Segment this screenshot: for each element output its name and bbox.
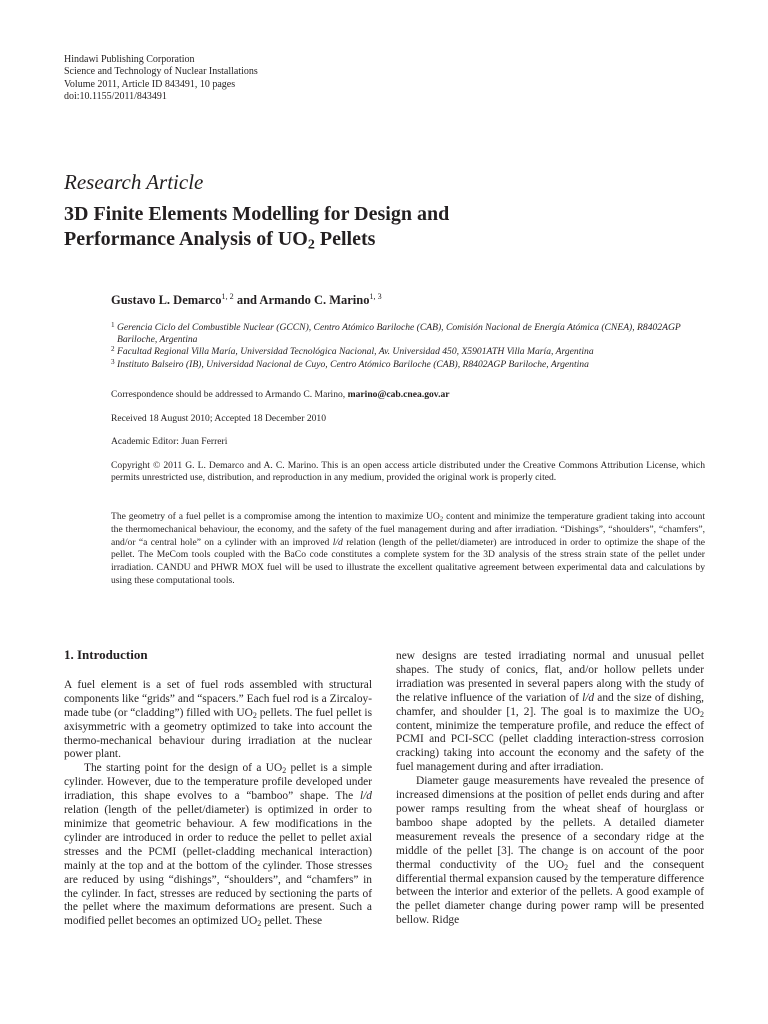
doi: doi:10.1155/2011/843491 — [64, 91, 167, 103]
affiliations — [111, 322, 711, 371]
affiliation-1: 1 Gerencia Ciclo del Combustible Nuclear (GCCN), Centro Atómico Bariloche (CAB), Comisión Nacional de Energía Atómica (CNEA), R8402AGP Bariloche, Argentina — [111, 321, 681, 346]
section-heading: 1. Introduction — [64, 647, 148, 662]
affiliation-3: 3 Instituto Balseiro (IB), Universidad Nacional de Cuyo, Centro Atómico Bariloche (CAB), R8402AGP Bariloche, Argentina — [111, 357, 589, 370]
author-1: Gustavo L. Demarco — [111, 293, 222, 308]
author-2: Armando C. Marino — [259, 293, 370, 308]
correspondence: Correspondence should be addressed to Armando C. Marino, marino@cab.cnea.gov.ar — [111, 389, 450, 400]
intro-paragraph-4: Diameter gauge measurements have revealed the presence of increased dimensions at the position of pellet ends during and after power ramps resulting from the wheat sheaf of hourglass or bamboo shape adopted by the pellets. A detailed diameter measurement reveals the presence of a secondary ridge at the middle of the pellet [3]. The change is on account of the poor thermal conductivity of the $UO_2$ fuel and the consequent differential thermal expansion caused by the temperature difference between the interior and exterior of the pellets. A good example of the pellet diameter change during power ramp will be presented bellow. Ridge — [396, 775, 705, 927]
correspondence-email[interactable]: marino@cab.cnea.gov.ar — [347, 389, 450, 400]
intro-paragraph-1: A fuel element is a set of fuel rods assembled with structural components like “grids” and “spacers.” Each fuel rod is a Zircaloy-made tube (or “cladding”) filled with $UO_2$ pellets. The fuel pellet is axisymmetric with a geometry optimized to take into account the thermo-mechanical behaviour during irradiation at the nuclear power plant. — [64, 678, 372, 761]
intro-paragraph-3: new designs are tested irradiating normal and unusual pellet shapes. The study of conics, flat, and/or hollow pellets under irradiation was presented in several papers along with the study of the relative influence of the variation of l/d and the size of dishing, chamfer, and shoulder [1, 2]. The goal is to maximize the $UO_2$ content, minimize the temperature profile, and reduce the effect of PCMI and PCI-SCC (pellet cladding interaction-stress corrosion cracking) taking into account the economy and the safety of the fuel management during and after irradiation. — [396, 650, 704, 774]
authors: Gustavo L. Demarco$^{1, 2}$ and Armando C. Marino$^{1, 3}$ — [111, 292, 382, 308]
paper-title — [64, 202, 704, 252]
title-line-2: Performance Analysis of $UO_2$ Pellets — [64, 228, 376, 253]
academic-editor: Academic Editor: Juan Ferreri — [111, 436, 228, 447]
abstract: The geometry of a fuel pellet is a compromise among the intention to maximize $UO_2$ content and minimize the temperature gradient taking into account the thermomechanical behaviour, the economy, and the safety of the fuel management during and after irradiation. “Dishings”, “shoulders”, “chamfers”, and/or “a central hole” on a cylinder with an improved l/d relation (length of the pellet/diameter) are introduced in order to optimize the shape of the pellet. The MeCom tools coupled with the BaCo code constitutes a complete system for the 3D analysis of the stress strain state of the pellet under irradiation. CANDU and PHWR MOX fuel will be used to illustrate the excellent qualitative agreement between experimental data and calculations by using these computational tools. — [111, 511, 705, 586]
title-line-1: 3D Finite Elements Modelling for Design and — [64, 203, 450, 225]
volume-line: Volume 2011, Article ID 843491, 10 pages — [64, 78, 236, 90]
copyright-notice: Copyright © 2011 G. L. Demarco and A. C. Marino. This is an open access article distributed under the Creative Commons Attribution License, which permits unrestricted use, distribution, and reproduction in any medium, provided the original work is properly cited. — [111, 460, 705, 484]
right-column — [396, 650, 704, 928]
journal-name: Science and Technology of Nuclear Installations — [64, 66, 258, 78]
affiliation-2: 2 Facultad Regional Villa María, Universidad Tecnológica Nacional, Av. Universidad 450, X5901ATH Villa María, Argentina — [111, 345, 594, 358]
journal-info — [64, 54, 258, 104]
left-column — [64, 648, 372, 929]
intro-paragraph-2: The starting point for the design of a $UO_2$ pellet is a simple cylinder. However, due to the temperature profile developed under irradiation, this shape evolves to a “bamboo” shape. The l/d relation (length of the pellet/diameter) is optimized in order to minimize that geometric behaviour. A few modifications in the cylinder are introduced in order to reduce the pellet to pellet axial stresses and the PCMI (pellet-cladding mechanical interaction) mainly at the top and at the bottom of the cylinder. Those stresses are reduced by using “dishings”, “shoulders”, and “chamfers” in the cylinder. In fact, stresses are reduced by sectioning the parts of the pellet where the maximum deformations are present. Such a modified pellet becomes an optimized $UO_2$ pellet. These — [64, 762, 372, 929]
publisher: Hindawi Publishing Corporation — [64, 54, 195, 65]
article-type: Research Article — [64, 170, 204, 194]
received-date: Received 18 August 2010; Accepted 18 December 2010 — [111, 413, 327, 424]
